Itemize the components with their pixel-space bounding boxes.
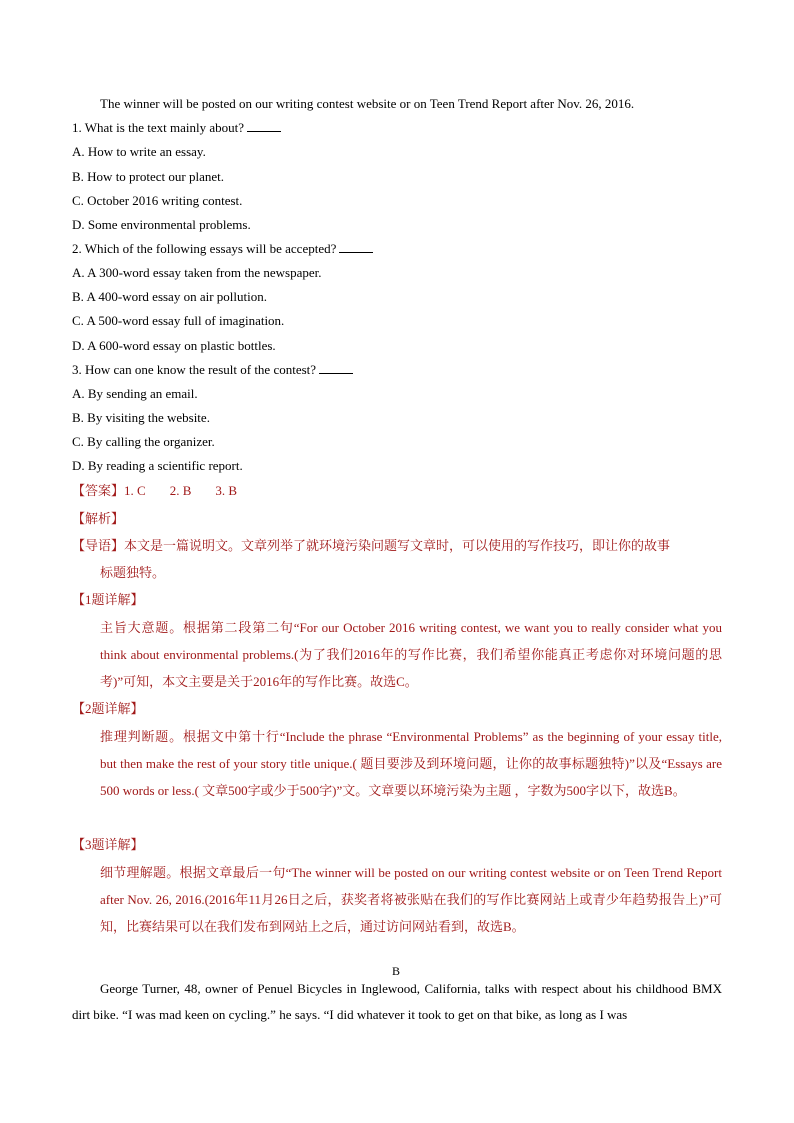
detail-1-label: 【1题详解】: [72, 592, 144, 607]
detail-1-text: 主旨大意题。根据第二段第二句“For our October 2016 writing contest, we want you to really consider what you think about environmental problems.(为了我们2016年的写作比赛，我们希望你能真正考虑你对环境问题的思考)”可知，本文主要是关于2016年的写作比赛。故选C。: [100, 620, 722, 689]
analysis-label: 【解析】: [72, 511, 125, 526]
answer-item: 1. C: [124, 483, 146, 498]
question-2-option-c: C. A 500-word essay full of imagination.: [72, 313, 285, 328]
answer-item: 3. B: [215, 483, 238, 498]
question-2-option-a: A. A 300-word essay taken from the newspaper.: [72, 265, 322, 280]
answer-item: 2. B: [169, 483, 192, 498]
answer-line: [72, 483, 261, 499]
question-1-option-b: B. How to protect our planet.: [72, 169, 224, 184]
answer-blank: [339, 242, 373, 253]
detail-3-text: 细节理解题。根据文章最后一句“The winner will be posted on our writing contest website or on Teen Trend Report after Nov. 26, 2016.(2016年11月26日之后，获奖者将被张贴在我们的写作比赛网站上或青少年趋势报告上)”可知，比赛结果可以在我们发布到网站上之后，通过访问网站看到，故选B。: [100, 865, 722, 934]
guide-text: 本文是一篇说明文。文章列举了就环境污染问题写文章时，可以使用的写作技巧，即让你的故事: [124, 538, 671, 553]
question-3-option-d: D. By reading a scientific report.: [72, 458, 243, 473]
detail-2-label: 【2题详解】: [72, 701, 144, 716]
passage-b-paragraph: George Turner, 48, owner of Penuel Bicycles in Inglewood, California, talks with respect about his childhood BMX dirt bike. “I was mad keen on cycling.” he says. “I did whatever it took to get on that bike, as long as I was: [72, 981, 722, 1022]
question-1-option-c: C. October 2016 writing contest.: [72, 193, 243, 208]
question-3-option-a: A. By sending an email.: [72, 386, 198, 401]
question-2-stem: 2. Which of the following essays will be accepted?: [72, 241, 373, 257]
guide-line-1: [72, 538, 670, 554]
guide-line-2: 标题独特。: [100, 565, 166, 580]
answer-blank: [319, 363, 353, 374]
question-2-option-b: B. A 400-word essay on air pollution.: [72, 289, 267, 304]
answer-blank: [247, 121, 281, 132]
question-1-option-a: A. How to write an essay.: [72, 144, 206, 159]
guide-label: 【导语】: [72, 538, 125, 553]
question-1-stem: 1. What is the text mainly about?: [72, 120, 281, 136]
detail-3-label: 【3题详解】: [72, 837, 144, 852]
section-heading: B: [392, 964, 401, 978]
question-3-option-c: C. By calling the organizer.: [72, 434, 215, 449]
question-3-stem: 3. How can one know the result of the contest?: [72, 362, 353, 378]
question-2-option-d: D. A 600-word essay on plastic bottles.: [72, 338, 276, 353]
question-1-option-d: D. Some environmental problems.: [72, 217, 251, 232]
detail-2-text: 推理判断题。根据文中第十行“Include the phrase “Environmental Problems” as the beginning of your essay title, but then make the rest of your story title unique.( 题目要涉及到环境问题，让你的故事标题独特)”以及“Essays are 500 words or less.( 文章500字或少于500字)”文。文章要以环境污染为主题 ，字数为500字以下，故选B。: [100, 729, 722, 798]
intro-line: The winner will be posted on our writing contest website or on Teen Trend Report after Nov. 26, 2016.: [100, 96, 635, 111]
question-3-option-b: B. By visiting the website.: [72, 410, 210, 425]
answer-label: 【答案】: [72, 483, 125, 498]
